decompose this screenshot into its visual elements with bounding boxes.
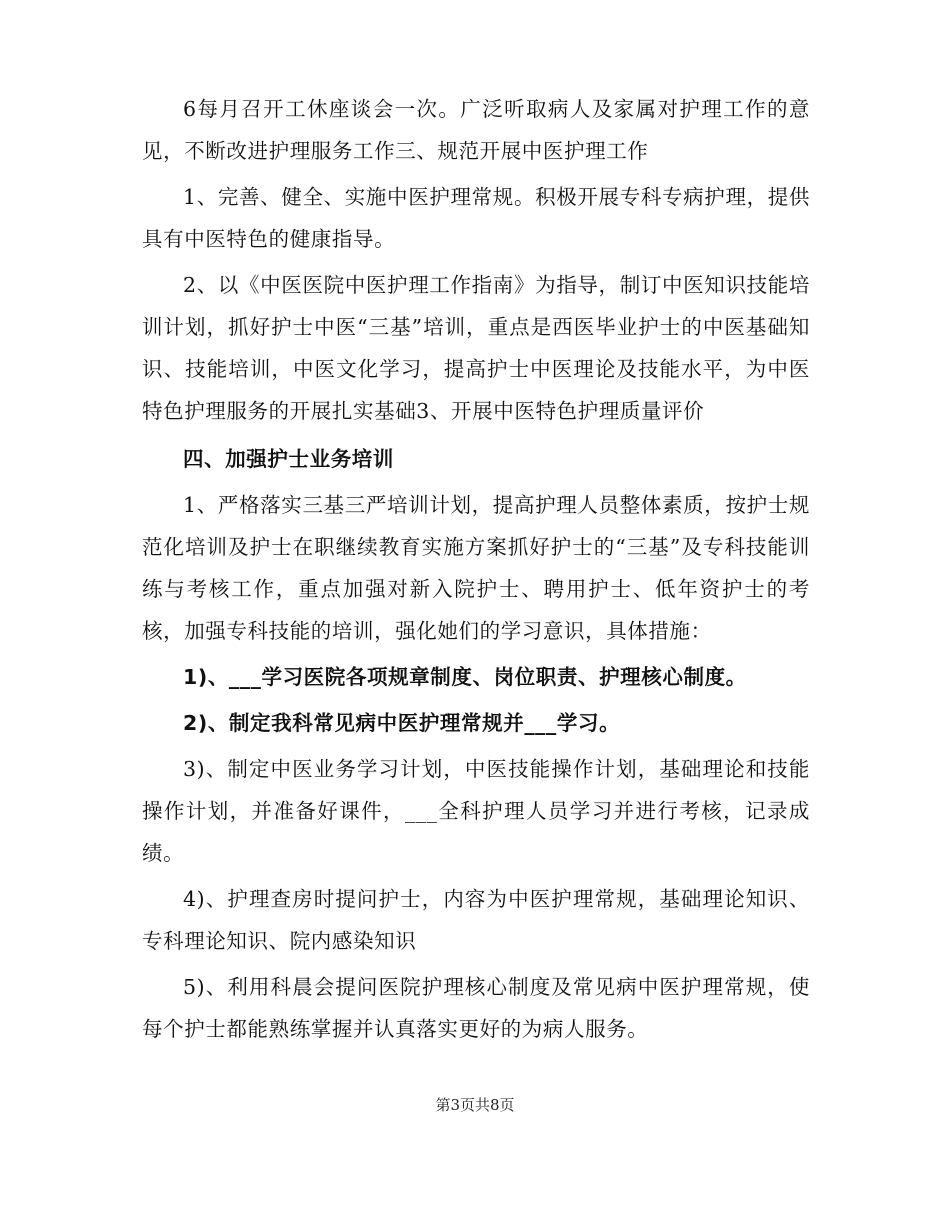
paragraph-1: 6每月召开工休座谈会一次。广泛听取病人及家属对护理工作的意见，不断改进护理服务工作三、规范开展中医护理工作 <box>142 97 810 163</box>
measure-item-1: 1)、___学习医院各项规章制度、岗位职责、护理核心制度。 <box>183 665 747 689</box>
page-number-footer: 第3页共8页 <box>435 1096 515 1114</box>
paragraph-5: 1、严格落实三基三严培训计划，提高护理人员整体素质，按护士规范化培训及护士在职继续教育实施方案抓好护士的“三基”及专科技能训练与考核工作，重点加强对新入院护士、聘用护士、低年资护士的考核，加强专科技能的培训，强化她们的学习意识，具体措施： <box>142 493 810 643</box>
measure-item-2: 2)、制定我科常见病中医护理常规并___学习。 <box>183 711 621 735</box>
document-body <box>142 88 810 1054</box>
section-heading: 四、加强护士业务培训 <box>183 447 394 471</box>
measure-item-5: 5)、利用科晨会提问医院护理核心制度及常见病中医护理常规，使每个护士都能熟练掌握并认真落实更好的为病人服务。 <box>142 975 810 1041</box>
paragraph-3: 2、以《中医医院中医护理工作指南》为指导，制订中医知识技能培训计划，抓好护士中医“三基”培训，重点是西医毕业护士的中医基础知识、技能培训，中医文化学习，提高护士中医理论及技能水平，为中医特色护理服务的开展扎实基础3、开展中医特色护理质量评价 <box>142 273 810 423</box>
measure-item-3: 3)、制定中医业务学习计划，中医技能操作计划，基础理论和技能操作计划，并准备好课件，___全科护理人员学习并进行考核，记录成绩。 <box>142 757 810 865</box>
measure-item-4: 4)、护理查房时提问护士，内容为中医护理常规，基础理论知识、专科理论知识、院内感染知识 <box>142 887 810 953</box>
paragraph-2: 1、完善、健全、实施中医护理常规。积极开展专科专病护理，提供具有中医特色的健康指导。 <box>142 185 810 251</box>
